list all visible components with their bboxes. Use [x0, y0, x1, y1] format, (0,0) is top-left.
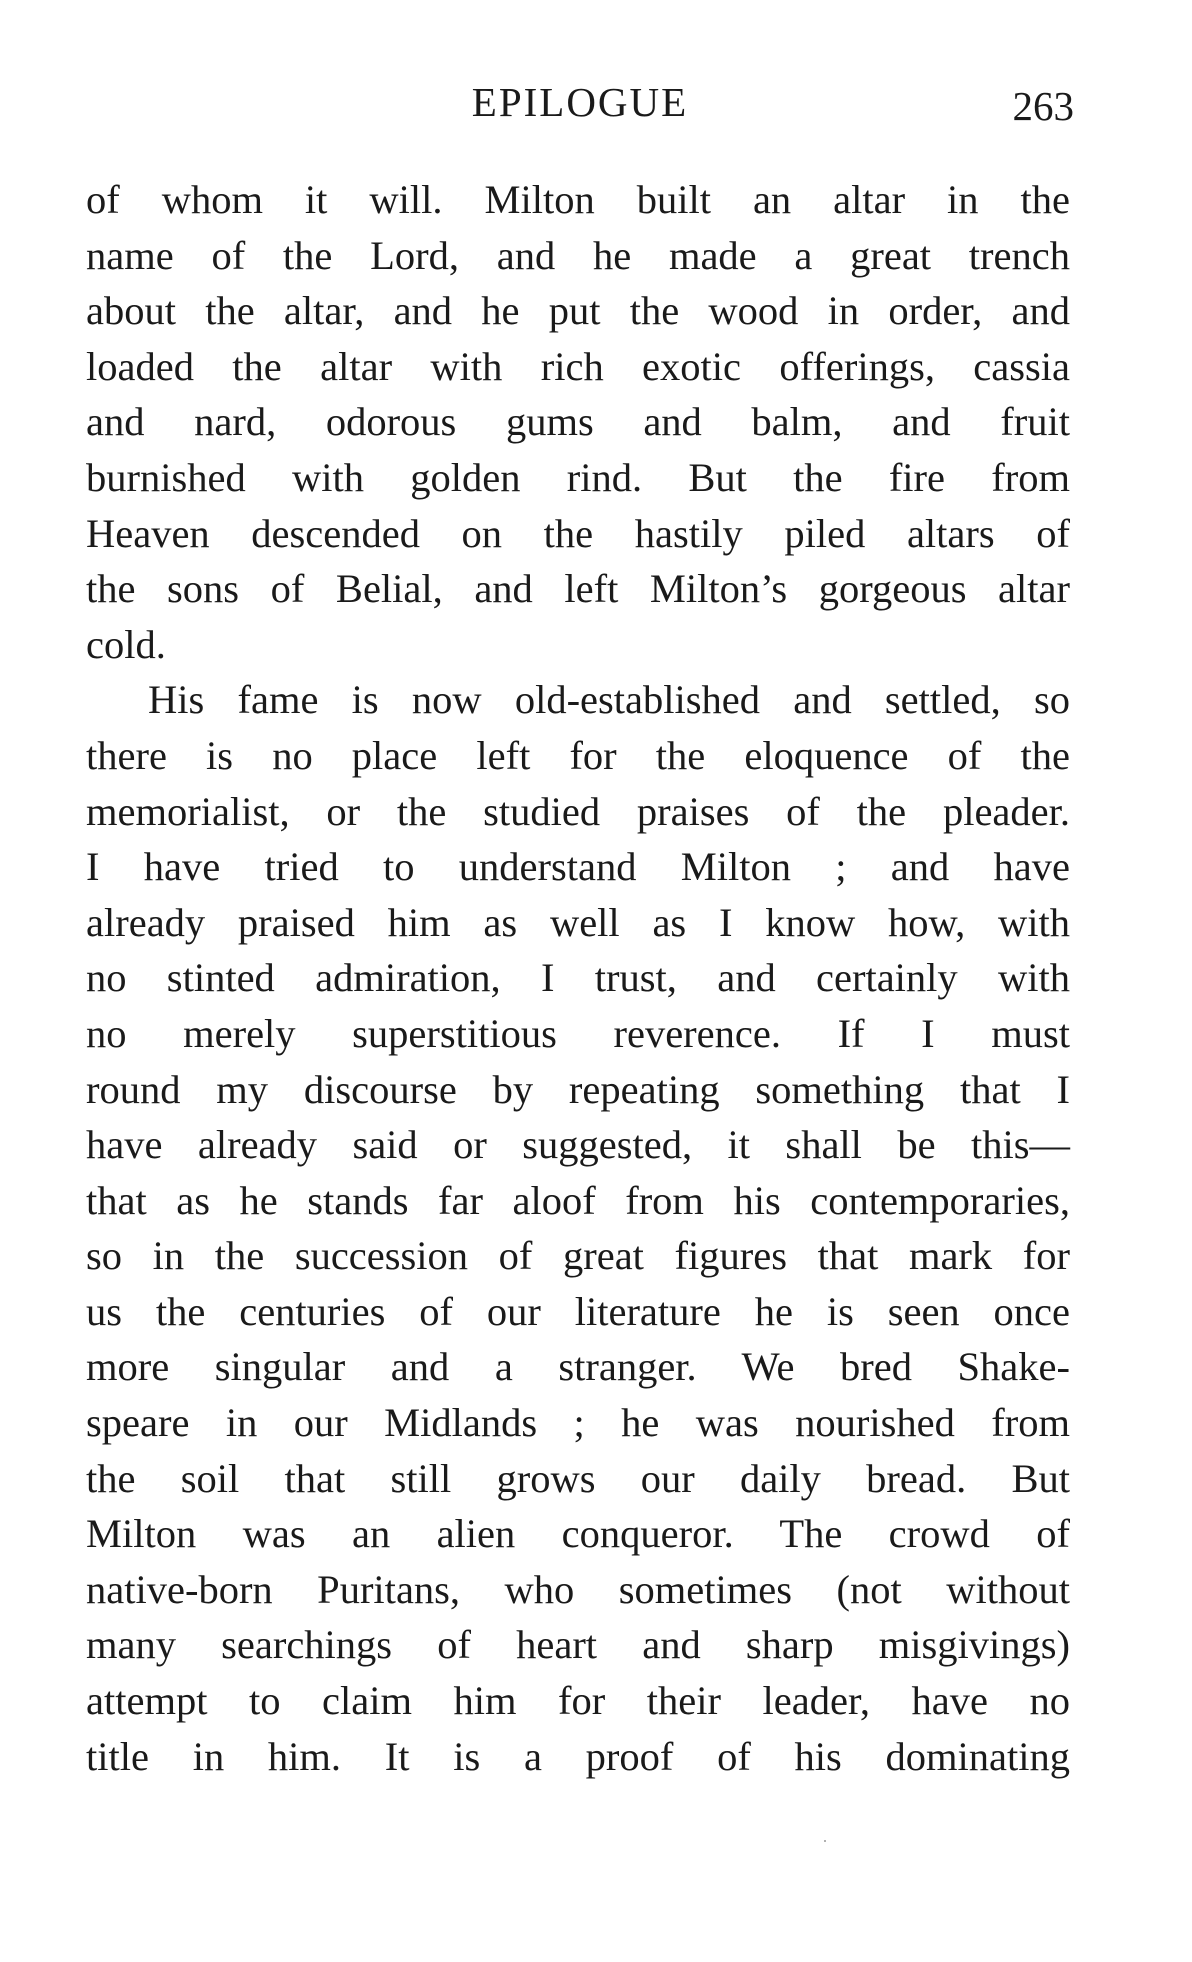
text-line: us the centuries of our literature he is seen once	[86, 1288, 1070, 1334]
text-line: have already said or suggested, it shall be this—	[86, 1122, 1070, 1168]
text-line: native-born Puritans, who sometimes (not without	[86, 1566, 1070, 1612]
text-line: Heaven descended on the hastily piled altars of	[86, 510, 1070, 556]
text-line: no merely superstitious reverence. If I must	[86, 1010, 1070, 1056]
text-line: no stinted admiration, I trust, and certainly with	[86, 955, 1070, 1001]
text-line: about the altar, and he put the wood in order, and	[86, 288, 1070, 334]
paragraph-end-line: cold.	[86, 621, 166, 667]
text-line: so in the succession of great figures that mark for	[86, 1233, 1070, 1279]
text-line: burnished with golden rind. But the fire from	[86, 454, 1070, 500]
text-line: already praised him as well as I know how, with	[86, 899, 1070, 945]
running-title: EPILOGUE	[471, 79, 689, 125]
text-line: loaded the altar with rich exotic offerings, cassia	[86, 343, 1070, 389]
text-line: Milton was an alien conqueror. The crowd of	[86, 1511, 1070, 1557]
text-line: speare in our Midlands ; he was nourished from	[86, 1400, 1070, 1446]
text-line: of whom it will. Milton built an altar in the	[86, 177, 1070, 222]
paper-speck	[824, 1840, 826, 1842]
text-line: that as he stands far aloof from his contemporaries,	[86, 1177, 1070, 1223]
text-line: many searchings of heart and sharp misgivings)	[86, 1622, 1070, 1668]
text-line: name of the Lord, and he made a great trench	[86, 232, 1070, 278]
text-line: and nard, odorous gums and balm, and fruit	[86, 399, 1070, 445]
text-line: memorialist, or the studied praises of the pleader.	[86, 788, 1070, 834]
text-line: the soil that still grows our daily bread. But	[86, 1455, 1070, 1501]
running-head	[86, 78, 1074, 138]
text-line: there is no place left for the eloquence of the	[86, 732, 1070, 778]
body-text	[86, 172, 1070, 1784]
text-line: I have tried to understand Milton ; and have	[86, 844, 1070, 890]
text-line: attempt to claim him for their leader, have no	[86, 1678, 1070, 1724]
text-line: the sons of Belial, and left Milton’s gorgeous altar	[86, 566, 1070, 612]
text-line: round my discourse by repeating something that I	[86, 1066, 1070, 1112]
paragraph-first-line: His fame is now old-established and settled, so	[148, 677, 1070, 723]
page-number: 263	[1012, 83, 1074, 129]
text-line: title in him. It is a proof of his dominating	[86, 1733, 1070, 1779]
text-line: more singular and a stranger. We bred Shake-	[86, 1344, 1070, 1390]
